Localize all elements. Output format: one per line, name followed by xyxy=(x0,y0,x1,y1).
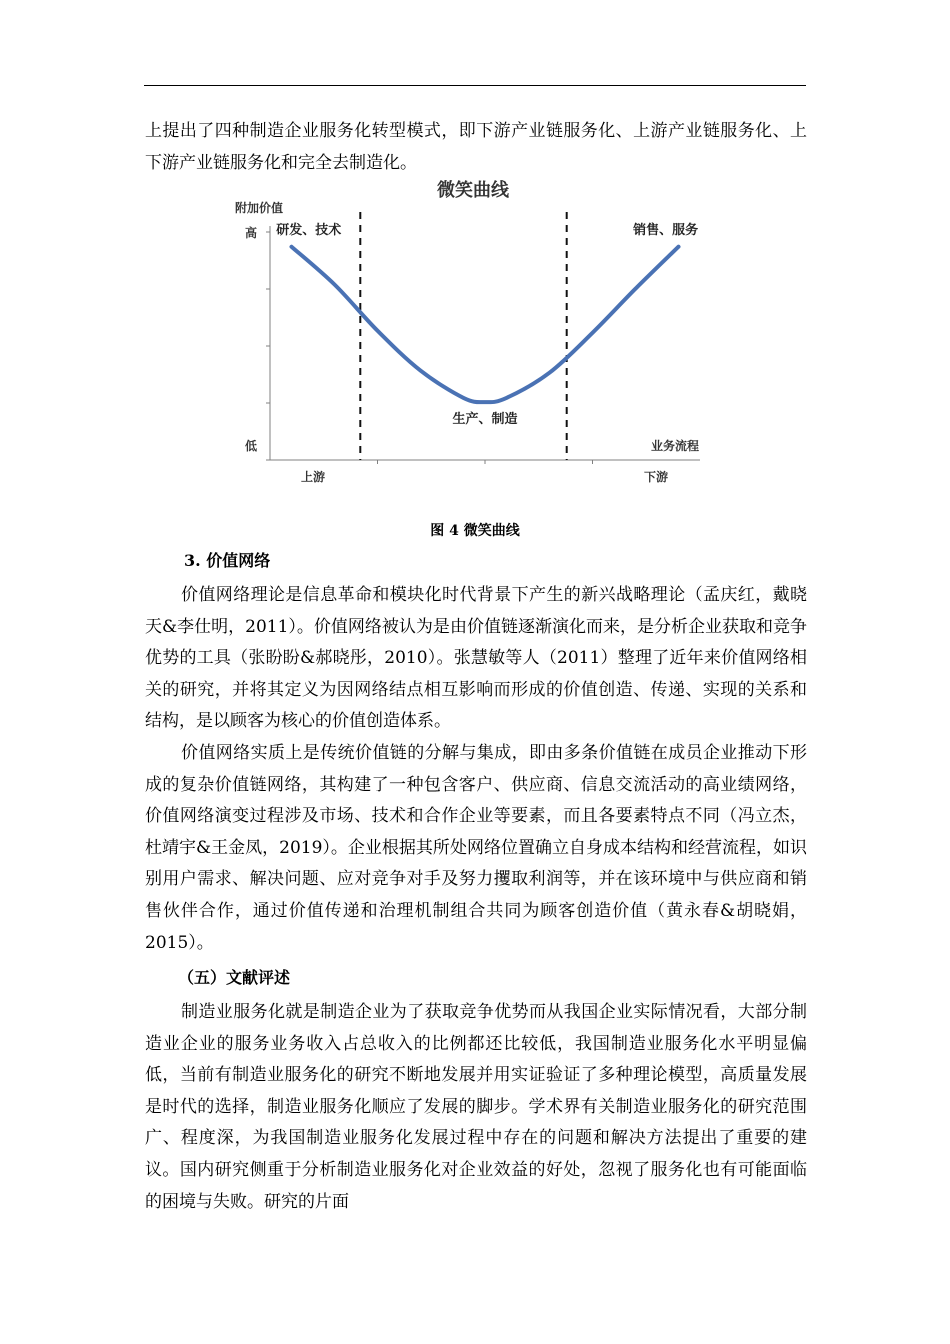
chart-annotation-label: 生产、制造 xyxy=(452,412,518,428)
paragraph-value-network-1: 价值网络理论是信息革命和模块化时代背景下产生的新兴战略理论（孟庆红，戴晓天&李仕明，2011）。价值网络被认为是由价值链逐渐演化而来，是分析企业获取和竞争优势的工具（张盼盼&郝晓彤，2010）。张慧敏等人（2011）整理了近年来价值网络相关的研究，并将其定义为因网络结点相互影响而形成的价值创造、传递、实现的关系和结构，是以顾客为核心的价值创造体系。 xyxy=(145,585,807,732)
smile-curve-line xyxy=(292,247,679,402)
header-rule xyxy=(144,85,806,86)
section-heading-value-network: 3. 价值网络 xyxy=(184,551,271,570)
chart-annotation-label: 研发、技术 xyxy=(276,223,342,239)
paragraph-intro: 上提出了四种制造企业服务化转型模式，即下游产业链服务化、上游产业链服务化、上下游产业链服务化和完全去制造化。 xyxy=(145,121,807,173)
paragraph-literature-review: 制造业服务化就是制造企业为了获取竞争优势而从我国企业实际情况看，大部分制造业企业的服务业务收入占总收入的比例都还比较低，我国制造业服务化水平明显偏低，当前有制造业服务化的研究不断地发展并用实证验证了多种理论模型，高质量发展是时代的选择，制造业服务化顺应了发展的脚步。学术界有关制造业服务化的研究范围广、程度深，为我国制造业服务化发展过程中存在的问题和解决方法提出了重要的建议。国内研究侧重于分析制造业服务化对企业效益的好处，忽视了服务化也有可能面临的困境与失败。研究的片面 xyxy=(145,1002,807,1212)
figure-caption: 图 4 微笑曲线 xyxy=(430,523,520,539)
y-tick-high: 高 xyxy=(244,226,258,240)
chart-annotations xyxy=(276,222,698,427)
y-tick-low: 低 xyxy=(244,439,258,453)
chart-annotation-label: 销售、服务 xyxy=(633,223,699,239)
x-axis-label: 业务流程 xyxy=(650,439,700,453)
x-tick-upstream: 上游 xyxy=(300,470,326,484)
x-tick-downstream: 下游 xyxy=(643,470,669,484)
section-heading-literature-review: （五）文献评述 xyxy=(178,968,291,987)
chart-title: 微笑曲线 xyxy=(437,180,509,201)
y-axis-label: 附加价值 xyxy=(234,201,284,215)
chart-axes xyxy=(266,226,700,464)
smile-curve-chart xyxy=(225,170,715,500)
paragraph-value-network-2: 价值网络实质上是传统价值链的分解与集成，即由多条价值链在成员企业推动下形成的复杂价值链网络，其构建了一种包含客户、供应商、信息交流活动的高业绩网络，价值网络演变过程涉及市场、技术和合作企业等要素，而且各要素特点不同（冯立杰，杜靖宇&王金凤，2019）。企业根据其所处网络位置确立自身成本结构和经营流程，如识别用户需求、解决问题、应对竞争对手及努力攫取利润等，并在该环境中与供应商和销售伙伴合作，通过价值传递和治理机制组合共同为顾客创造价值（黄永春&胡晓娟，2015）。 xyxy=(145,743,807,953)
